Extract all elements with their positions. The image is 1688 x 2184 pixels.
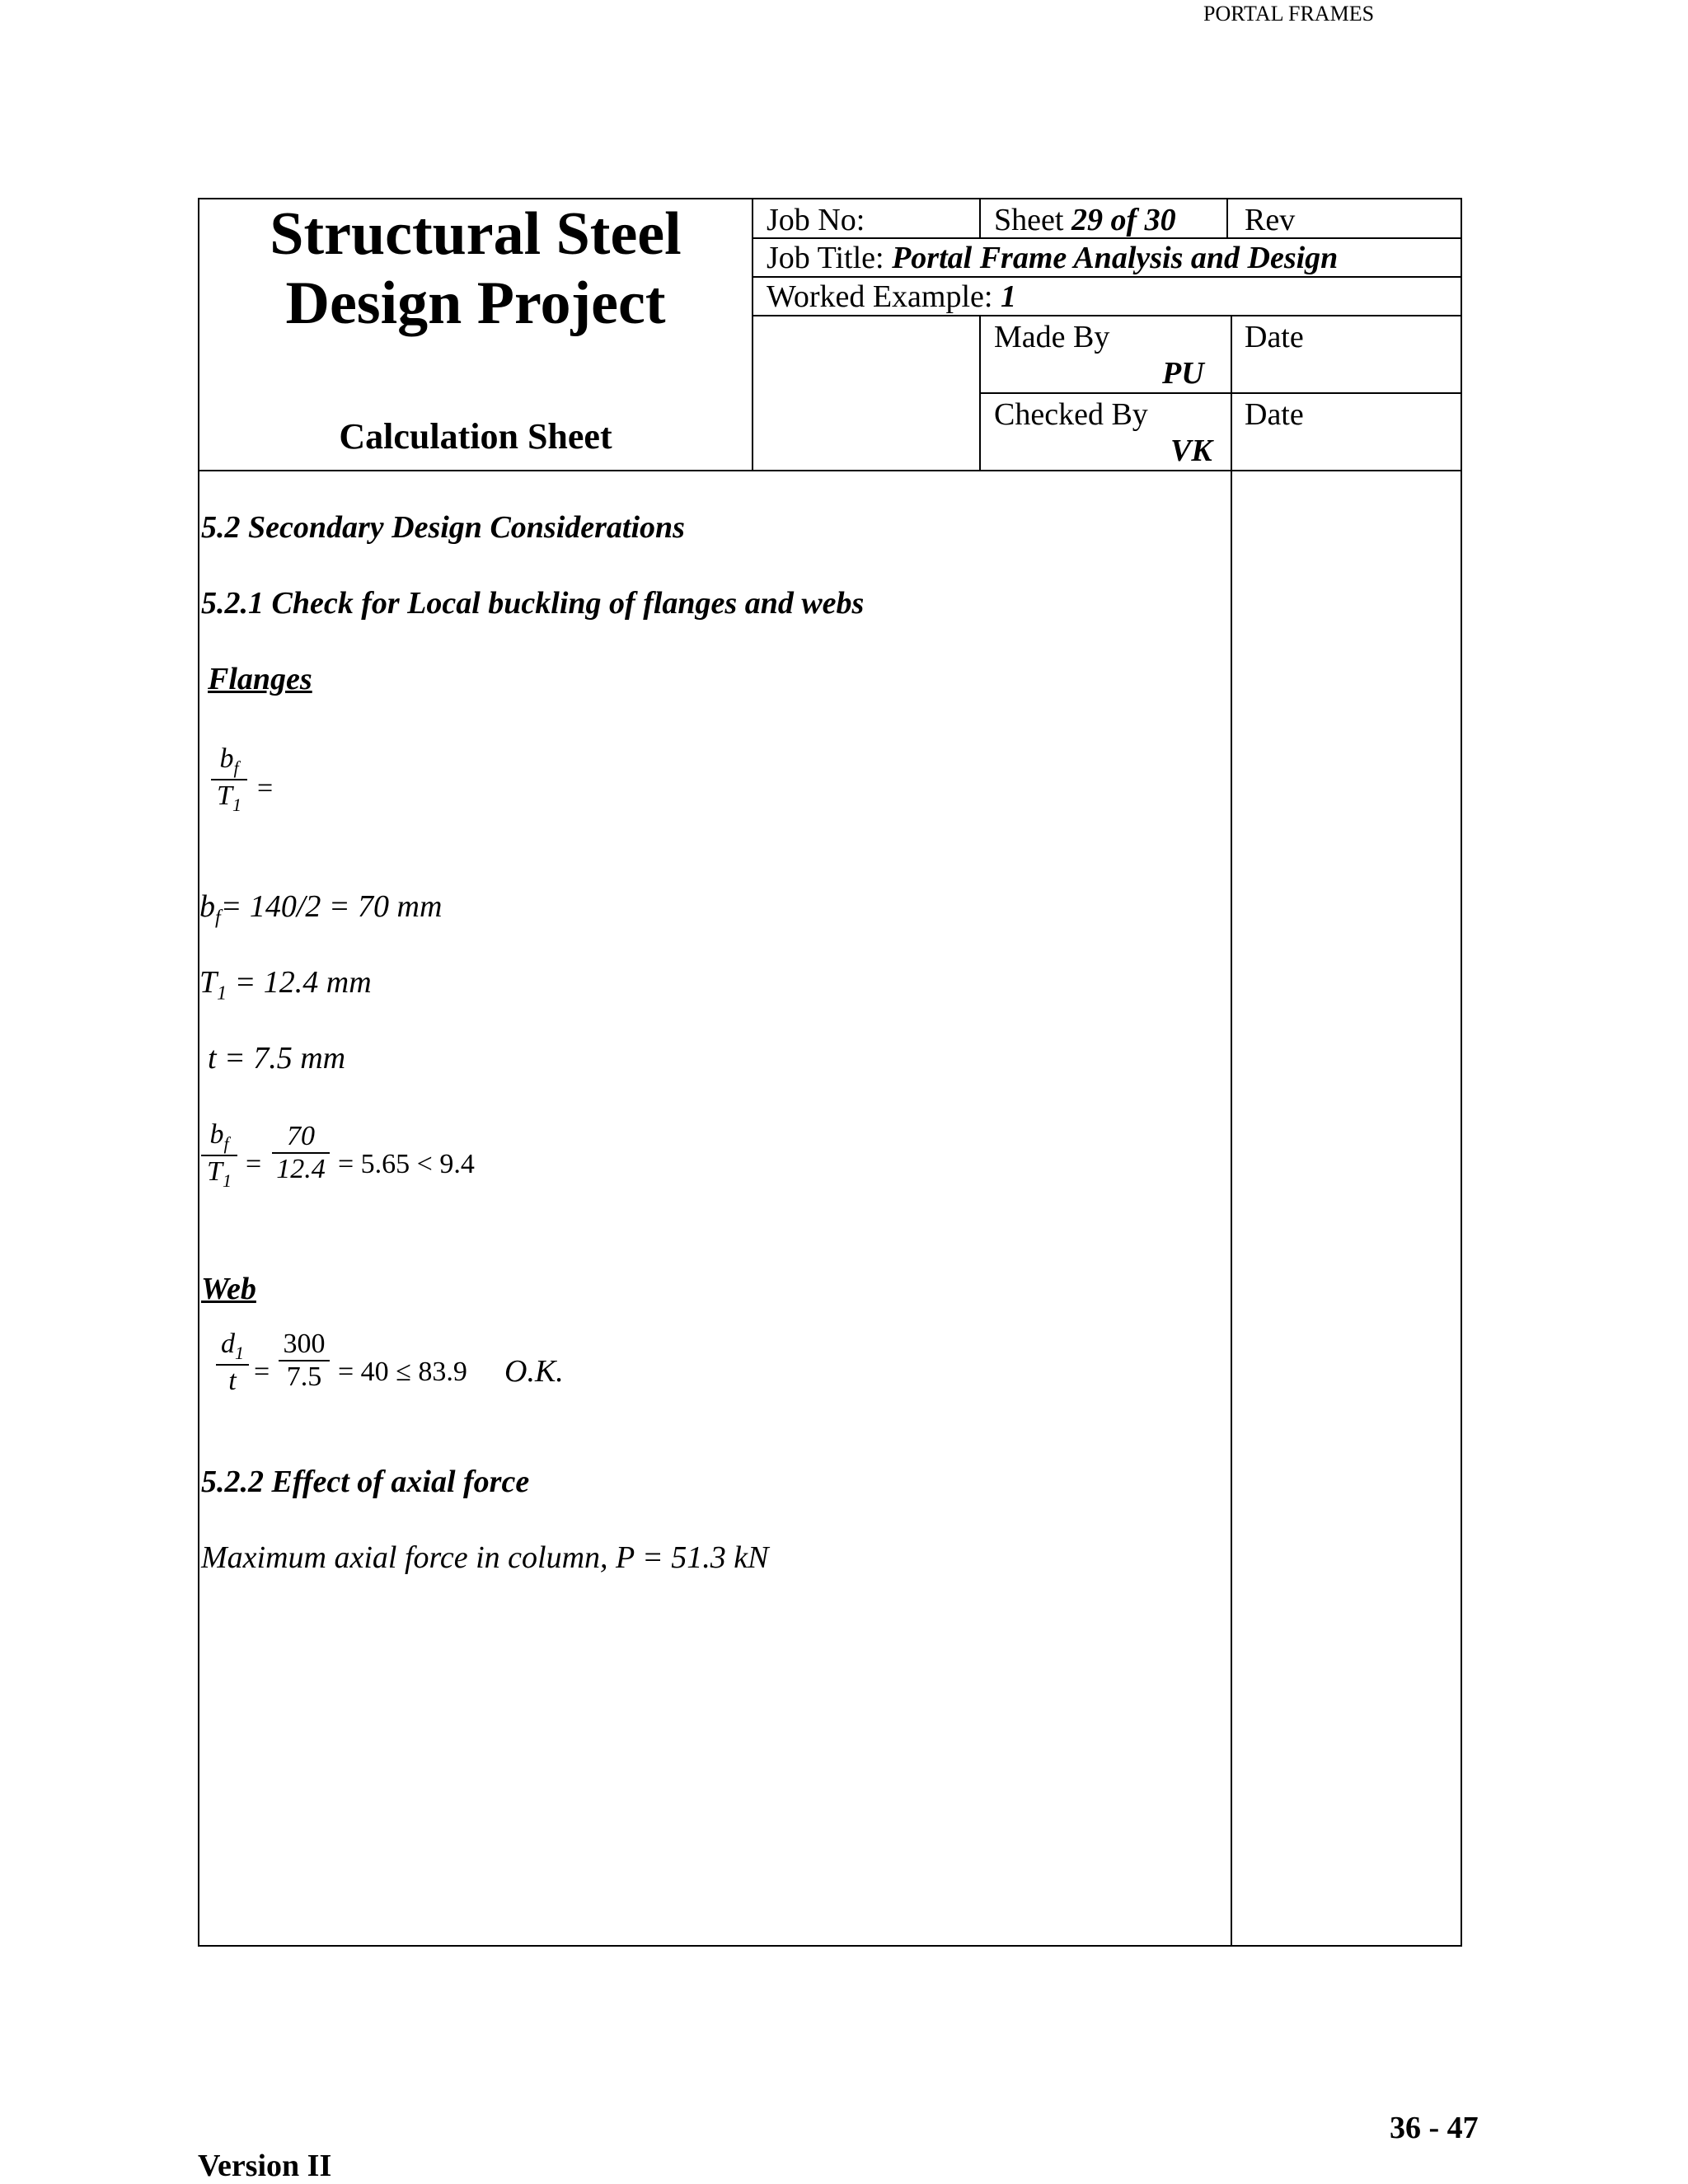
subsection-heading-1: 5.2.1 Check for Local buckling of flanges and webs <box>201 586 865 621</box>
job-title <box>767 242 1338 274</box>
web-ratio-result: = 40 ≤ 83.9 <box>338 1357 467 1387</box>
checked-by-value: VK <box>1170 434 1212 468</box>
calculation-sheet-label: Calculation Sheet <box>339 416 612 457</box>
equals-sign: = <box>257 773 274 804</box>
project-title-line-2: Design Project <box>285 269 666 337</box>
fraction-numerator: $b_f$ <box>219 743 239 778</box>
made-by-label: Made By <box>994 320 1110 354</box>
ok-label: O.K. <box>504 1354 564 1389</box>
fraction-denominator: $T_1$ <box>217 780 241 815</box>
equals-sign: = <box>246 1149 262 1179</box>
subsection-heading-2: 5.2.2 Effect of axial force <box>201 1465 530 1499</box>
worked-example <box>767 281 1016 312</box>
flanges-heading: Flanges <box>208 662 312 696</box>
equals-sign: = <box>254 1357 270 1387</box>
axial-force-line: Maximum axial force in column, P = 51.3 kN <box>201 1540 769 1575</box>
job-title-label: Job Title: <box>767 241 884 275</box>
project-title-line-1: Structural Steel <box>270 200 682 268</box>
made-by-value: PU <box>1162 356 1204 391</box>
flange-thickness-line: $T_1 = 12.4$ mm <box>199 965 372 1005</box>
web-thickness-line: t = 7.5 mm <box>208 1041 346 1076</box>
page-number: 36 - 47 <box>1390 2111 1479 2145</box>
checked-by-label: Checked By <box>994 397 1148 432</box>
running-header: PORTAL FRAMES <box>1203 2 1375 26</box>
section-heading: 5.2 Secondary Design Considerations <box>201 510 685 545</box>
sheet-value: 29 of 30 <box>1071 203 1176 237</box>
flange-ratio-check-lhs: $b_f$ $T_1$ <box>201 1119 237 1192</box>
project-title <box>199 199 752 338</box>
version-label: Version II <box>198 2149 332 2183</box>
rev-label: Rev <box>1245 203 1296 237</box>
flange-ratio-fraction <box>211 743 247 816</box>
worked-example-label: Worked Example: <box>767 279 993 314</box>
job-title-value: Portal Frame Analysis and Design <box>892 241 1339 275</box>
flange-width-line: $b_f= 140/2 = 70$ mm <box>199 889 443 929</box>
web-ratio-lhs: $d_1$ t <box>216 1329 249 1397</box>
web-heading: Web <box>201 1272 256 1306</box>
sheet-number <box>994 204 1176 236</box>
date-label-1: Date <box>1245 320 1304 354</box>
job-no-label: Job No: <box>767 203 865 237</box>
date-label-2: Date <box>1245 397 1304 432</box>
web-ratio-values: 300 7.5 <box>279 1329 330 1393</box>
flange-ratio-check-values: 70 12.4 <box>272 1121 330 1185</box>
sheet-label: Sheet <box>994 203 1064 237</box>
worked-example-value: 1 <box>1000 279 1016 314</box>
flange-ratio-result: = 5.65 < 9.4 <box>338 1149 475 1179</box>
